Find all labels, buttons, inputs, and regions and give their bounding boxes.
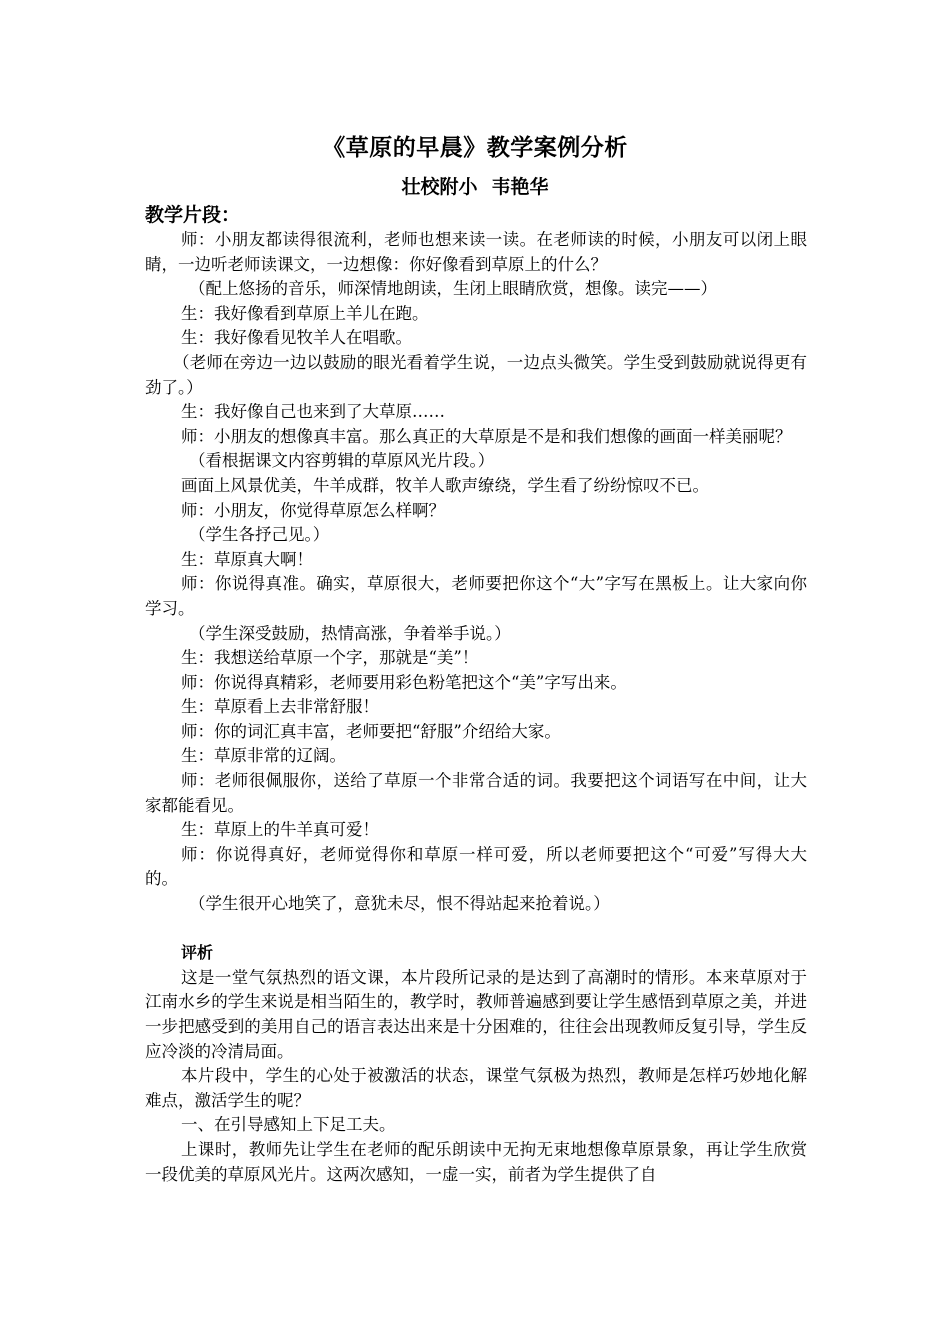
paragraph: （老师在旁边一边以鼓励的眼光看着学生说，一边点头微笑。学生受到鼓励就说得更有劲了。）: [145, 352, 807, 397]
paragraph: 师：你说得真精彩，老师要用彩色粉笔把这个“美”字写出来。: [181, 672, 627, 692]
author-line: [0, 174, 950, 200]
paragraph: （学生很开心地笑了，意犹未尽，恨不得站起来抢着说。）: [189, 894, 610, 914]
paragraph: 生：草原上的牛羊真可爱！: [181, 820, 379, 840]
paragraph: 师：老师很佩服你，送给了草原一个非常合适的词。我要把这个词语写在中间，让大家都能看见。: [145, 771, 807, 815]
author-name: 韦艳华: [491, 176, 549, 198]
paragraph: 师：小朋友都读得很流利，老师也想来读一读。在老师读的时候，小朋友可以闭上眼睛，一边听老师读课文，一边想像：你好像看到草原上的什么？: [145, 230, 807, 274]
paragraph: 师：你的词汇真丰富，老师要把“舒服”介绍给大家。: [181, 721, 561, 741]
blank-line: [145, 917, 807, 942]
paragraph: 本片段中，学生的心处于被激活的状态，课堂气氛极为热烈，教师是怎样巧妙地化解难点，激活学生的呢？: [145, 1066, 807, 1110]
segment-heading: 教学片段：: [145, 204, 241, 226]
paragraph: （学生各抒己见。）: [189, 525, 330, 545]
paragraph: 上课时，教师先让学生在老师的配乐朗读中无拘无束地想像草原景象，再让学生欣赏一段优美的草原风光片。这两次感知，一虚一实，前者为学生提供了自: [145, 1139, 807, 1184]
document-body: [145, 228, 807, 1187]
paragraph: 生：草原真大啊！: [181, 549, 313, 569]
paragraph: 师：小朋友的想像真丰富。那么真正的大草原是不是和我们想像的画面一样美丽呢？: [181, 426, 792, 446]
paragraph: 生：我好像看到草原上羊儿在跑。: [181, 303, 429, 323]
paragraph: 生：我想送给草原一个字，那就是“美”！: [181, 648, 479, 668]
paragraph: 师：你说得真好，老师觉得你和草原一样可爱，所以老师要把这个“可爱”写得大大的。: [145, 844, 807, 889]
document-title: 《草原的早晨》教学案例分析: [322, 135, 628, 161]
author-school: 壮校附小: [401, 176, 478, 198]
paragraph: 生：我好像看见牧羊人在唱歌。: [181, 328, 412, 348]
paragraph: 生：我好像自己也来到了大草原……: [181, 402, 445, 422]
paragraph: （看根据课文内容剪辑的草原风光片段。）: [189, 451, 495, 471]
paragraph: 画面上风景优美，牛羊成群，牧羊人歌声缭绕，学生看了纷纷惊叹不已。: [181, 475, 709, 495]
paragraph: 生：草原非常的辽阔。: [181, 746, 346, 766]
paragraph: 师：你说得真准。确实，草原很大，老师要把你这个“大”字写在黑板上。让大家向你学习。: [145, 574, 807, 618]
paragraph: 这是一堂气氛热烈的语文课，本片段所记录的是达到了高潮时的情形。本来草原对于江南水乡的学生来说是相当陌生的，教学时，教师普遍感到要让学生感悟到草原之美，并进一步把感受到的美用自己的语言表达出来是十分困难的，往往会出现教师反复引导，学生反应冷淡的冷清局面。: [145, 967, 807, 1061]
analysis-heading: 评析: [181, 943, 214, 963]
paragraph: 生：草原看上去非常舒服！: [181, 697, 379, 717]
paragraph: 师：小朋友，你觉得草原怎么样啊？: [181, 500, 445, 520]
paragraph: 一、在引导感知上下足工夫。: [181, 1115, 396, 1135]
paragraph: （配上悠扬的音乐，师深情地朗读，生闭上眼睛欣赏，想像。读完——）: [189, 279, 717, 299]
paragraph: （学生深受鼓励，热情高涨，争着举手说。）: [189, 623, 511, 643]
